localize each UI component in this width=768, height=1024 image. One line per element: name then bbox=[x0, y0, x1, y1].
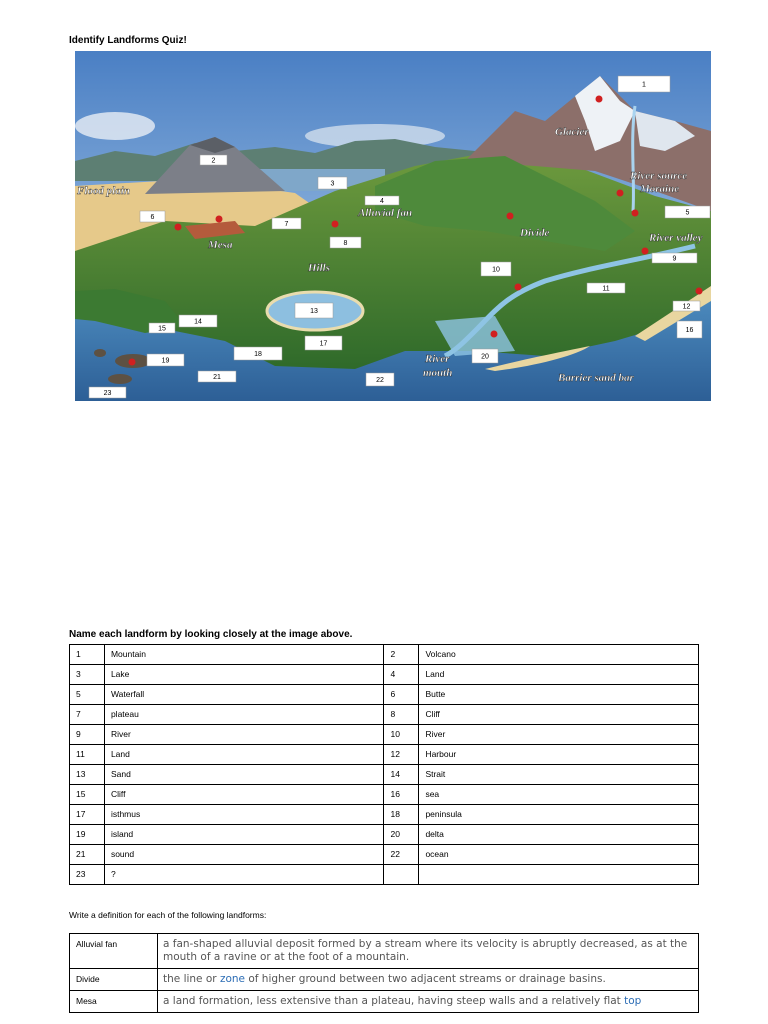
answer-number-cell: 5 bbox=[70, 685, 105, 705]
caption-hills: Hills bbox=[308, 262, 331, 274]
caption-river-source: River source bbox=[630, 170, 688, 182]
answer-number-cell: 6 bbox=[384, 685, 419, 705]
table-row bbox=[70, 969, 699, 991]
answer-number-cell: 3 bbox=[70, 665, 105, 685]
answer-text-cell: Butte bbox=[419, 685, 699, 705]
marker-number: 15 bbox=[158, 325, 166, 333]
marker-number: 1 bbox=[642, 81, 646, 89]
marker-number: 23 bbox=[103, 390, 112, 397]
definition-link[interactable]: zone bbox=[219, 973, 245, 985]
caption-alluvial-fan: Alluvial fan bbox=[358, 207, 413, 219]
definition-link[interactable]: top bbox=[624, 995, 642, 1007]
answer-number-cell: 21 bbox=[70, 845, 105, 865]
answer-text-cell: ocean bbox=[419, 845, 699, 865]
marker-number: 22 bbox=[376, 377, 384, 384]
definition-text bbox=[158, 969, 699, 991]
definition-text-start: a land formation, less extensive than a plateau, having steep walls and a relatively flat bbox=[163, 995, 625, 1007]
table-row bbox=[70, 665, 699, 685]
answer-text-cell: Sand bbox=[104, 765, 384, 785]
table-row bbox=[70, 805, 699, 825]
answer-number-cell: 18 bbox=[384, 805, 419, 825]
answers-heading: Name each landform by looking closely at the image above. bbox=[69, 629, 353, 640]
answer-text-cell: River bbox=[419, 725, 699, 745]
answer-text-cell: Lake bbox=[104, 665, 384, 685]
marker-number: 14 bbox=[194, 318, 202, 326]
answer-number-cell: 4 bbox=[384, 665, 419, 685]
marker-number: 13 bbox=[310, 308, 318, 315]
table-row bbox=[70, 645, 699, 665]
answer-number-cell: 9 bbox=[70, 725, 105, 745]
answer-text-cell: isthmus bbox=[104, 805, 384, 825]
answer-text-cell: Volcano bbox=[419, 645, 699, 665]
answer-number-cell: 16 bbox=[384, 785, 419, 805]
answers-table bbox=[69, 644, 699, 885]
caption-flood-plain: Flood plain bbox=[77, 185, 130, 197]
marker-number: 20 bbox=[481, 353, 489, 361]
answer-number-cell: 19 bbox=[70, 825, 105, 845]
table-row bbox=[70, 745, 699, 765]
answer-text-cell: Harbour bbox=[419, 745, 699, 765]
answer-number-cell: 14 bbox=[384, 765, 419, 785]
answer-text-cell: island bbox=[104, 825, 384, 845]
caption-moraine: Moraine bbox=[640, 183, 680, 195]
marker-number: 4 bbox=[380, 198, 384, 205]
quiz-title: Identify Landforms Quiz! bbox=[69, 35, 187, 46]
answer-number-cell: 17 bbox=[70, 805, 105, 825]
answer-text-cell: plateau bbox=[104, 705, 384, 725]
marker-number: 16 bbox=[685, 327, 694, 334]
caption-mouth: mouth bbox=[423, 367, 453, 379]
marker-number: 17 bbox=[319, 340, 328, 348]
caption-barrier-sand-bar: Barrier sand bar bbox=[558, 372, 634, 384]
definition-text: a fan-shaped alluvial deposit formed by a stream where its velocity is abruptly decreased, as at the mouth of a ravine or at the foot of a mountain. bbox=[158, 934, 699, 969]
answer-number-cell: 15 bbox=[70, 785, 105, 805]
marker-number: 2 bbox=[211, 157, 216, 165]
answer-number-cell: 20 bbox=[384, 825, 419, 845]
marker-number: 10 bbox=[492, 266, 500, 274]
caption-divide: Divide bbox=[520, 227, 550, 239]
answer-number-cell: 12 bbox=[384, 745, 419, 765]
marker-number: 9 bbox=[672, 255, 677, 263]
answer-number-cell: 2 bbox=[384, 645, 419, 665]
answer-text-cell: River bbox=[104, 725, 384, 745]
answer-text-cell: Land bbox=[419, 665, 699, 685]
answer-number-cell: 7 bbox=[70, 705, 105, 725]
answer-number-cell: 23 bbox=[70, 865, 105, 885]
caption-mesa: Mesa bbox=[208, 239, 233, 251]
marker-number: 18 bbox=[254, 351, 262, 358]
definition-term: Alluvial fan bbox=[70, 934, 158, 969]
table-row bbox=[70, 991, 699, 1013]
answer-text-cell: Mountain bbox=[104, 645, 384, 665]
marker-number: 5 bbox=[685, 209, 690, 217]
answer-number-cell bbox=[384, 865, 419, 885]
table-row bbox=[70, 685, 699, 705]
answer-text-cell: Cliff bbox=[419, 705, 699, 725]
answer-text-cell: sea bbox=[419, 785, 699, 805]
marker-number: 19 bbox=[161, 357, 170, 365]
table-row bbox=[70, 785, 699, 805]
answer-text-cell: sound bbox=[104, 845, 384, 865]
marker-number: 3 bbox=[330, 180, 335, 188]
definitions-instructions: Write a definition for each of the following landforms: bbox=[69, 910, 267, 920]
answer-text-cell: delta bbox=[419, 825, 699, 845]
marker-number: 8 bbox=[343, 240, 348, 247]
answer-text-cell: Cliff bbox=[104, 785, 384, 805]
definition-text-start: the line or bbox=[163, 973, 220, 985]
table-row bbox=[70, 845, 699, 865]
answer-text-cell bbox=[419, 865, 699, 885]
answer-number-cell: 8 bbox=[384, 705, 419, 725]
definition-text bbox=[158, 991, 699, 1013]
table-row bbox=[70, 705, 699, 725]
caption-river-valley: River valley bbox=[649, 232, 703, 244]
marker-number: 21 bbox=[213, 374, 221, 381]
landforms-illustration bbox=[75, 51, 711, 401]
table-row bbox=[70, 934, 699, 969]
marker-number: 12 bbox=[682, 303, 691, 311]
answer-number-cell: 13 bbox=[70, 765, 105, 785]
answer-number-cell: 22 bbox=[384, 845, 419, 865]
definition-term: Divide bbox=[70, 969, 158, 991]
definition-term: Mesa bbox=[70, 991, 158, 1013]
table-row bbox=[70, 725, 699, 745]
definitions-table bbox=[69, 933, 699, 1013]
answer-text-cell: Land bbox=[104, 745, 384, 765]
marker-number: 7 bbox=[284, 221, 289, 228]
marker-number: 11 bbox=[602, 285, 610, 293]
caption-glacier: Glacier bbox=[555, 126, 589, 138]
definition-text-end: of higher ground between two adjacent streams or drainage basins. bbox=[245, 973, 606, 985]
table-row bbox=[70, 765, 699, 785]
answer-text-cell: peninsula bbox=[419, 805, 699, 825]
table-row bbox=[70, 865, 699, 885]
answer-text-cell: Strait bbox=[419, 765, 699, 785]
answer-text-cell: ? bbox=[104, 865, 384, 885]
answer-number-cell: 10 bbox=[384, 725, 419, 745]
answer-text-cell: Waterfall bbox=[104, 685, 384, 705]
answer-number-cell: 1 bbox=[70, 645, 105, 665]
answer-number-cell: 11 bbox=[70, 745, 105, 765]
table-row bbox=[70, 825, 699, 845]
marker-number: 6 bbox=[150, 214, 155, 221]
caption-river: River bbox=[425, 353, 450, 365]
